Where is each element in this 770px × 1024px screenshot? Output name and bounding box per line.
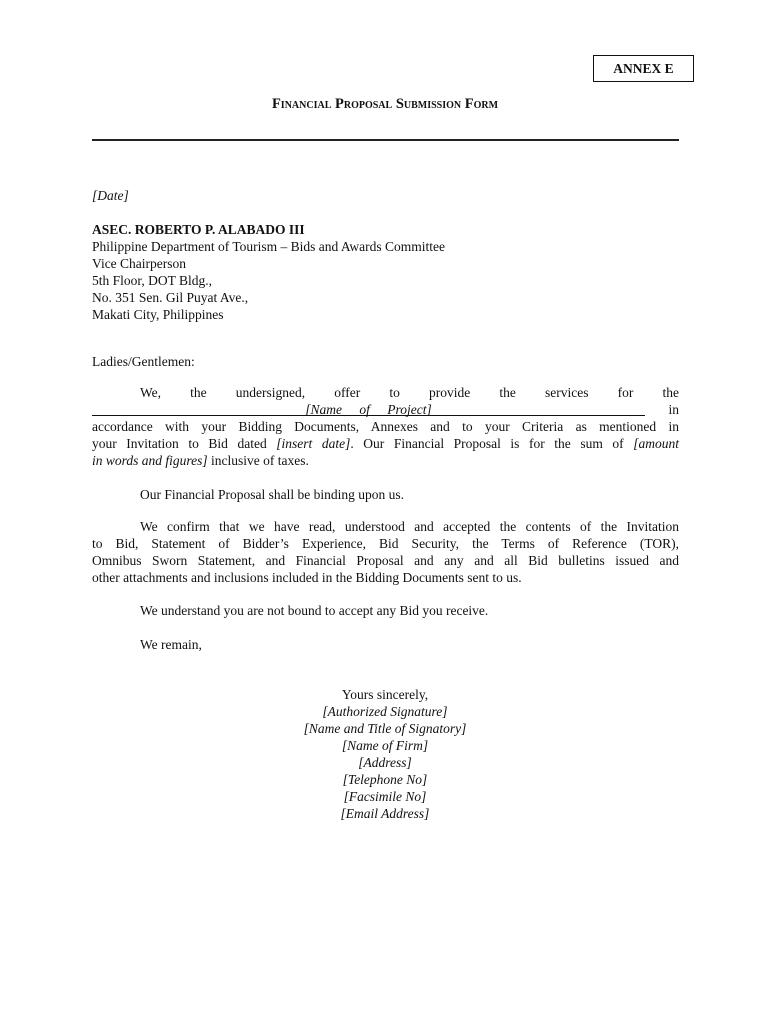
annex-label: ANNEX E	[613, 61, 674, 76]
in-word: in	[668, 402, 679, 417]
authorized-signature-field: [Authorized Signature]	[322, 704, 448, 719]
recipient-line: Makati City, Philippines	[92, 307, 224, 322]
paragraph-offer	[92, 384, 679, 469]
paragraph-understand: We understand you are not bound to accept any Bid you receive.	[140, 603, 489, 618]
telephone-field: [Telephone No]	[342, 772, 428, 787]
facsimile-field: [Facsimile No]	[343, 789, 427, 804]
confirm-line: other attachments and inclusions included in the Bidding Documents sent to us.	[92, 570, 522, 585]
recipient-block	[92, 221, 679, 323]
paragraph-binding: Our Financial Proposal shall be binding upon us.	[140, 487, 404, 502]
salutation: Ladies/Gentlemen:	[92, 354, 195, 369]
annex-label-box	[593, 55, 694, 82]
email-address-field: [Email Address]	[340, 806, 430, 821]
address-field: [Address]	[358, 755, 412, 770]
confirm-line: We confirm that we have read, understood and accepted the contents of the Invitation	[140, 519, 679, 534]
offer-line-2	[92, 401, 679, 418]
signature-block	[0, 686, 770, 822]
date-placeholder: [Date]	[92, 188, 129, 203]
firm-name-field: [Name of Firm]	[341, 738, 429, 753]
offer-line-1: We, the undersigned, offer to provide the services for the	[140, 385, 679, 400]
offer-line-4	[92, 435, 679, 452]
offer-text: your Invitation to Bid dated	[92, 436, 277, 451]
confirm-line: Omnibus Sworn Statement, and Financial Proposal and any and all Bid bulletins issued and	[92, 553, 679, 568]
we-remain: We remain,	[140, 637, 202, 652]
recipient-line: Vice Chairperson	[92, 256, 187, 271]
title-divider	[92, 139, 679, 141]
amount-placeholder-cont: in words and figures]	[92, 453, 208, 468]
offer-line-5	[92, 452, 679, 469]
project-name-blank	[92, 401, 645, 416]
offer-line-3: accordance with your Bidding Documents, Annexes and to your Criteria as mentioned in	[92, 419, 679, 434]
amount-placeholder: [amount	[633, 436, 679, 451]
project-name-placeholder: [Name of Project]	[305, 402, 432, 417]
recipient-name: ASEC. ROBERTO P. ALABADO III	[92, 222, 305, 237]
paragraph-confirm	[92, 518, 679, 586]
signatory-name-title-field: [Name and Title of Signatory]	[303, 721, 467, 736]
insert-date-placeholder: [insert date]	[276, 436, 351, 451]
recipient-line: No. 351 Sen. Gil Puyat Ave.,	[92, 290, 249, 305]
closing-yours-sincerely: Yours sincerely,	[341, 687, 429, 702]
recipient-line: Philippine Department of Tourism – Bids and Awards Committee	[92, 239, 446, 254]
confirm-line: to Bid, Statement of Bidder’s Experience, Bid Security, the Terms of Reference (TOR),	[92, 536, 679, 551]
recipient-line: 5th Floor, DOT Bldg.,	[92, 273, 212, 288]
form-title: Financial Proposal Submission Form	[271, 96, 499, 112]
offer-text: . Our Financial Proposal is for the sum of	[350, 436, 634, 451]
offer-text: inclusive of taxes.	[207, 453, 309, 468]
